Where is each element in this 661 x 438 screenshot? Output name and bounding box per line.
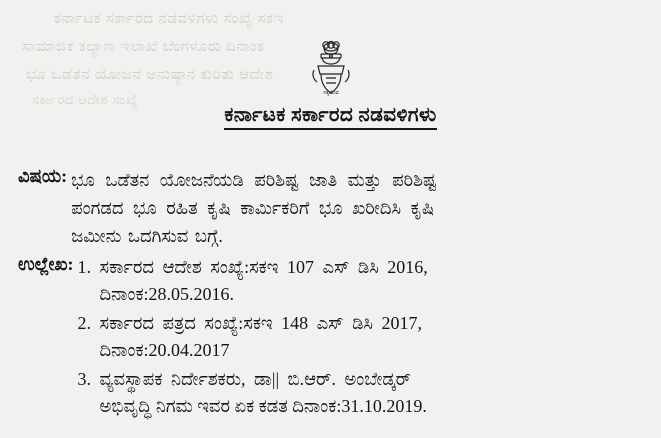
reference-row xyxy=(18,254,647,422)
emblem-container xyxy=(0,38,661,96)
subject-line-1: ಭೂ ಒಡೆತನ ಯೋಜನೆಯಡಿ ಪರಿಶಿಷ್ಟ ಜಾತಿ ಮತ್ತು ಪರಿಶಿಷ್ಟ xyxy=(71,170,437,190)
reference-number: 1. xyxy=(77,257,91,277)
reference-line: ಸರ್ಕಾರದ ಪತ್ರದ ಸಂಖ್ಯೆ:ಸಕಇ 148 ಎಸ್ ಡಿಸಿ 2017, xyxy=(99,313,422,333)
list-item xyxy=(77,366,647,420)
reference-line: ದಿನಾಂಕ:20.04.2017 xyxy=(99,340,230,360)
reference-number: 3. xyxy=(77,369,91,389)
bleed-line-4: ಸರ್ಕಾರದ ಆದೇಶ ಸಂಖ್ಯೆ xyxy=(32,92,138,107)
subject-line-3: ಜಮೀನು ಒದಗಿಸುವ ಬಗ್ಗೆ. xyxy=(71,226,223,246)
reference-number: 2. xyxy=(77,313,91,333)
reference-text xyxy=(99,366,647,420)
bleed-line-3: ಭೂ ಒಡೆತನ ಯೋಜನೆ ಅನುಷ್ಠಾನ ಕುರಿತು ಆದೇಶ xyxy=(26,66,274,83)
reference-text xyxy=(99,254,647,308)
bleed-line-2: ಸಾಮಾಜಿಕ ಕಲ್ಯಾಣ ಇಲಾಖೆ ಬೆಂಗಳೂರು ದಿನಾಂಕ xyxy=(22,38,265,55)
page-title xyxy=(0,104,661,127)
subject-line-2: ಪಂಗಡದ ಭೂ ರಹಿತ ಕೃಷಿ ಕಾರ್ಮಿಕರಿಗೆ ಭೂ ಖರೀದಿಸಿ ಕೃಷಿ xyxy=(71,198,435,218)
subject-label: ವಿಷಯ: xyxy=(18,166,68,186)
karnataka-state-emblem-icon xyxy=(308,38,354,96)
page-title-text: ಕರ್ನಾಟಕ ಸರ್ಕಾರದ ನಡವಳಿಗಳು xyxy=(224,104,436,130)
reference-line: ಸರ್ಕಾರದ ಆದೇಶ ಸಂಖ್ಯೆ:ಸಕಇ 107 ಎಸ್ ಡಿಸಿ 2016, xyxy=(99,257,428,277)
reference-line: ದಿನಾಂಕ:28.05.2016. xyxy=(99,284,235,304)
reference-label: ಉಲ್ಲೇಖ: xyxy=(18,254,74,274)
reference-line: ವ್ಯವಸ್ಥಾಪಕ ನಿರ್ದೇಶಕರು, ಡಾ|| ಬಿ.ಆರ್. ಅಂಬೇಡ್ಕರ್ xyxy=(99,369,411,389)
reference-line: ಅಭಿವೃದ್ಧಿ ನಿಗಮ ಇವರ ಏಕ ಕಡತ ದಿನಾಂಕ:31.10.2019. xyxy=(99,396,427,416)
subject-text xyxy=(71,166,647,250)
list-item xyxy=(77,310,647,364)
svg-text:ಸತ್ಯಮೇವ: ಸತ್ಯಮೇವ xyxy=(322,91,339,96)
reference-list xyxy=(77,254,647,422)
subject-row xyxy=(18,166,647,250)
reference-text xyxy=(99,310,647,364)
bleed-line-1: ಕರ್ನಾಟಕ ಸರ್ಕಾರದ ನಡವಳಿಗಳು ಸಂಖ್ಯೆ ಸಕಇ xyxy=(54,10,284,27)
document-body xyxy=(18,166,647,422)
list-item xyxy=(77,254,647,308)
